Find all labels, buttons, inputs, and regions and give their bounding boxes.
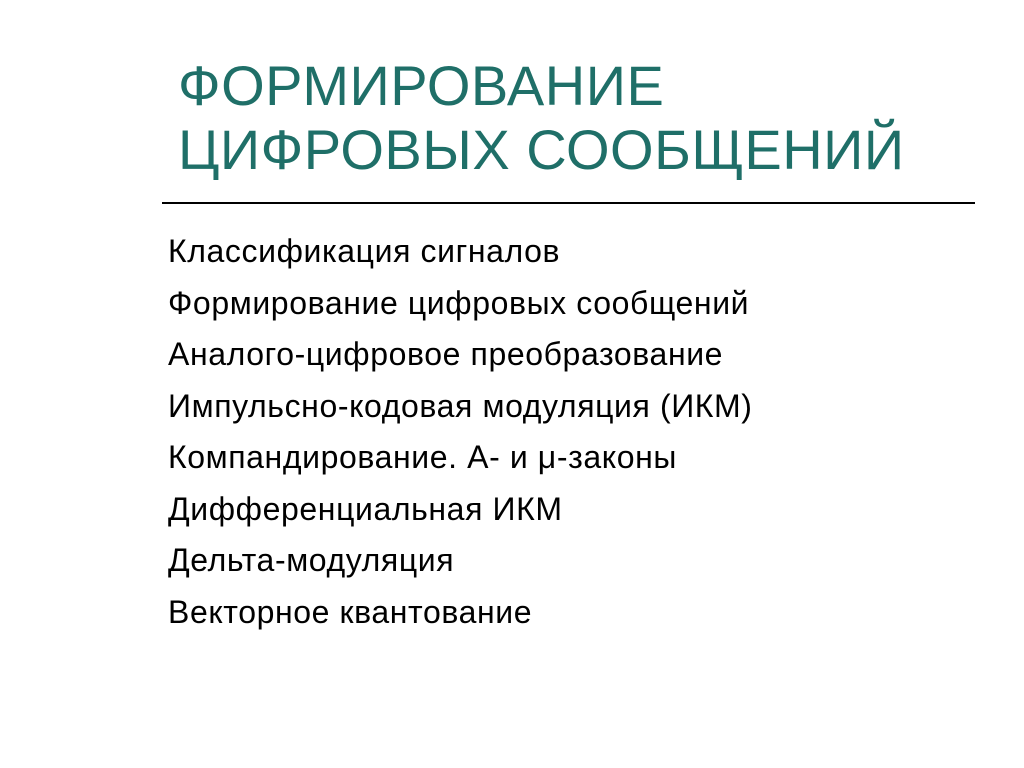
topic-item: Классификация сигналов [168, 233, 561, 269]
slide-title [178, 54, 978, 182]
topic-item: Компандирование. А- и μ-законы [168, 439, 677, 475]
topic-item: Импульсно-кодовая модуляция (ИКМ) [168, 387, 753, 424]
topic-item: Векторное квантование [168, 593, 533, 630]
title-divider [162, 202, 975, 204]
topic-item: Дифференциальная ИКМ [168, 490, 563, 527]
slide-title-line-1: ФОРМИРОВАНИЕ [178, 54, 665, 117]
slide-title-line-2: ЦИФРОВЫХ СООБЩЕНИЙ [178, 118, 905, 181]
topic-list [168, 226, 753, 638]
topic-item: Дельта-модуляция [168, 542, 455, 578]
topic-item: Аналого-цифровое преобразование [168, 336, 724, 372]
topic-item: Формирование цифровых сообщений [168, 284, 750, 321]
